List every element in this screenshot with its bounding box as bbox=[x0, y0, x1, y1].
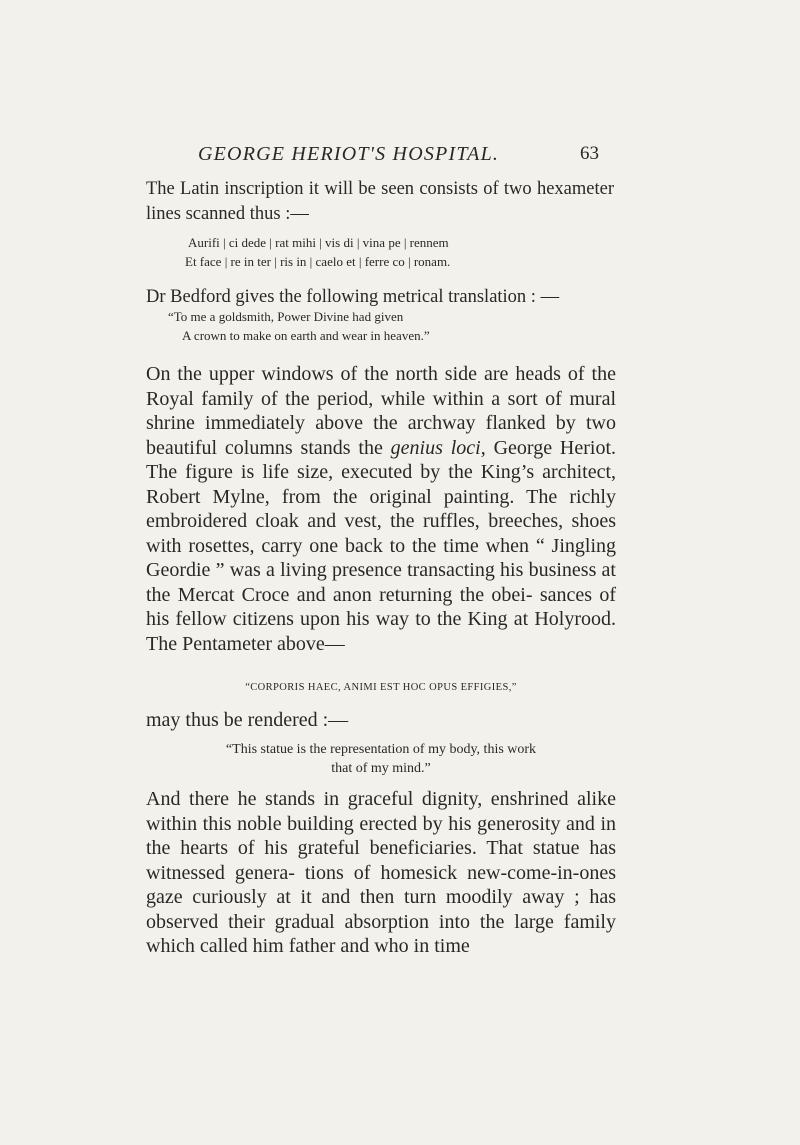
rendered-intro: may thus be rendered :— bbox=[146, 709, 349, 731]
running-title: GEORGE HERIOT'S HOSPITAL. bbox=[198, 143, 500, 165]
translation-line-2: A crown to make on earth and wear in heaven.” bbox=[182, 328, 430, 343]
scansion-line-2: Et face | re in ter | ris in | caelo et | ferre co | ronam. bbox=[185, 254, 451, 269]
translation-line-1: “To me a goldsmith, Power Divine had given bbox=[168, 309, 404, 324]
pentameter-inscription: “CORPORIS HAEC, ANIMI EST HOC OPUS EFFIGIES,” bbox=[245, 682, 517, 693]
main-paragraph-text-1: On the upper windows of the north side are heads of the Royal family of the period, while within a sort of mural shrine immediately above the archway flanked by two beautiful columns stands the bbox=[146, 363, 616, 459]
main-paragraph bbox=[146, 362, 616, 656]
closing-paragraph: And there he stands in graceful dignity, enshrined alike within this noble building erected by his generosity and in the hearts of his grateful beneficiaries. That statue has witnessed genera- tions of homesick new-come-in-ones gaze curiously at it and then turn moodily away ; has observed their gradual absorption into the large family which called him father and who in time bbox=[146, 788, 616, 957]
pentameter-translation-line-1: “This statue is the representation of my body, this work bbox=[225, 742, 537, 757]
main-paragraph-text-2: , George Heriot. The figure is life size, executed by the King’s architect, Robert Mylne, from the original painting. The richly embroidered cloak and vest, the ruffles, breeches, shoes with rosettes, carry one back to the time when “ Jingling Geordie ” was a living presence transacting his business at the Mercat Croce and anon returning the obei- sances of his fellow citizens upon his way to the King at Holyrood. The Pentameter above— bbox=[146, 436, 617, 655]
scansion-line-1: Aurifi | ci dede | rat mihi | vis di | vina pe | rennem bbox=[188, 235, 449, 250]
genius-loci-italic: genius loci bbox=[390, 436, 481, 459]
bedford-intro: Dr Bedford gives the following metrical translation : — bbox=[146, 287, 560, 307]
intro-paragraph: The Latin inscription it will be seen consists of two hexameter lines scanned thus :— bbox=[146, 179, 614, 224]
page-number: 63 bbox=[580, 143, 599, 164]
pentameter-translation-line-2: that of my mind.” bbox=[331, 761, 431, 776]
